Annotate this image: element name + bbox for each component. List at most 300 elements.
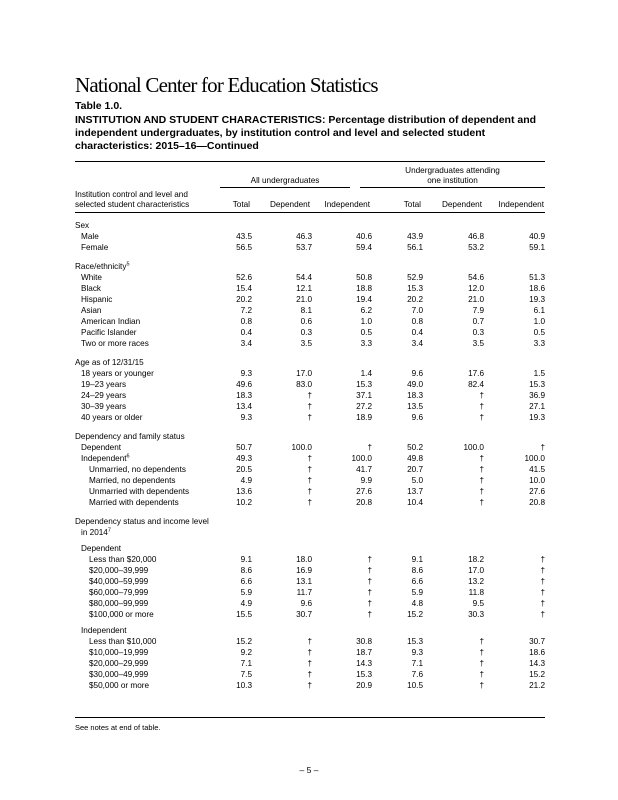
table-cell: 21.2: [529, 681, 545, 690]
table-cell: 18.2: [468, 555, 484, 564]
table-cell: 10.5: [407, 681, 423, 690]
table-cell: 51.3: [529, 273, 545, 282]
table-cell: 18.3: [236, 391, 252, 400]
table-cell: 7.9: [472, 306, 484, 315]
table-row: [75, 283, 545, 294]
table-cell: 52.6: [236, 273, 252, 282]
row-label-text: Dependent: [81, 443, 122, 452]
stub-header-line2: selected student characteristics: [75, 200, 190, 209]
row-label: [81, 368, 154, 379]
table-cell: 9.1: [411, 555, 423, 564]
stub-header: [75, 190, 189, 210]
table-cell: 52.9: [407, 273, 423, 282]
table-row: [75, 412, 545, 423]
table-row: [75, 453, 545, 464]
table-cell: 0.8: [240, 317, 252, 326]
row-label-text: $40,000–59,999: [89, 577, 149, 586]
row-label: [81, 379, 126, 390]
table-notes: See notes at end of table.: [75, 723, 161, 732]
table-cell: 36.9: [529, 391, 545, 400]
row-label-text: Unmarried with dependents: [89, 487, 190, 496]
table-cell: †: [307, 413, 312, 422]
row-label-text: 19–23 years: [81, 380, 127, 389]
table-cell: 15.2: [529, 670, 545, 679]
table-cell: 0.3: [300, 328, 312, 337]
row-label: [89, 464, 186, 475]
table-cell: 59.1: [529, 243, 545, 252]
table-cell: 4.8: [411, 599, 423, 608]
table-cell: 9.3: [240, 413, 252, 422]
row-label-text: Race/ethnicity: [75, 262, 127, 271]
table-cell: †: [479, 391, 484, 400]
table-cell: 30.3: [468, 610, 484, 619]
table-cell: 6.6: [411, 577, 423, 586]
table-cell: 7.1: [411, 659, 423, 668]
table-cell: 6.2: [360, 306, 372, 315]
table-cell: 17.0: [468, 566, 484, 575]
table-cell: †: [540, 443, 545, 452]
table-row: [75, 401, 545, 412]
table-cell: †: [307, 391, 312, 400]
table-cell: 10.3: [236, 681, 252, 690]
table-cell: 49.6: [236, 380, 252, 389]
table-cell: 21.0: [468, 295, 484, 304]
group2-header: [360, 166, 545, 186]
table-cell: †: [367, 599, 372, 608]
table-cell: 20.8: [356, 498, 372, 507]
table-cell: 49.8: [407, 454, 423, 463]
row-label-text: Dependency and family status: [75, 432, 185, 441]
table-cell: †: [307, 402, 312, 411]
table-cell: 15.3: [356, 670, 372, 679]
table-cell: 9.5: [472, 599, 484, 608]
table-cell: 40.9: [529, 232, 545, 241]
table-cell: 30.8: [356, 637, 372, 646]
table-cell: 20.8: [529, 498, 545, 507]
table-cell: †: [540, 555, 545, 564]
table-cell: †: [540, 599, 545, 608]
table-cell: 12.0: [468, 284, 484, 293]
row-label-text: $20,000–29,999: [89, 659, 149, 668]
table-row: [75, 576, 545, 587]
table-cell: 27.6: [529, 487, 545, 496]
table-cell: 3.5: [472, 339, 484, 348]
table-cell: 13.1: [296, 577, 312, 586]
table-cell: 46.3: [296, 232, 312, 241]
table-cell: 59.4: [356, 243, 372, 252]
table-cell: †: [540, 566, 545, 575]
table-row: [75, 658, 545, 669]
table-cell: 9.1: [240, 555, 252, 564]
row-label-text: 18 years or younger: [81, 369, 154, 378]
table-cell: 100.0: [524, 454, 545, 463]
row-label-text: Married with dependents: [89, 498, 179, 507]
row-label-text: $100,000 or more: [89, 610, 154, 619]
row-label: [81, 242, 108, 253]
table-cell: 3.5: [300, 339, 312, 348]
row-label: [81, 543, 121, 554]
table-body: [75, 220, 545, 691]
table-row: [75, 379, 545, 390]
table-cell: 8.1: [300, 306, 312, 315]
table-cell: †: [367, 555, 372, 564]
table-row: [75, 669, 545, 680]
table-cell: 41.5: [529, 465, 545, 474]
table-cell: 0.5: [360, 328, 372, 337]
table-cell: †: [479, 498, 484, 507]
table-cell: †: [479, 681, 484, 690]
row-label-text: 24–29 years: [81, 391, 127, 400]
table-cell: †: [479, 476, 484, 485]
row-label: [89, 565, 148, 576]
group1-underline: [220, 187, 350, 188]
table-cell: †: [367, 588, 372, 597]
col-header-total-one: Total: [403, 200, 421, 209]
table-cell: 50.8: [356, 273, 372, 282]
table-row: [75, 294, 545, 305]
table-cell: 9.3: [240, 369, 252, 378]
table-cell: 8.6: [240, 566, 252, 575]
table-cell: 0.5: [533, 328, 545, 337]
row-label: [89, 636, 156, 647]
table-cell: †: [367, 443, 372, 452]
table-cell: 54.4: [296, 273, 312, 282]
table-cell: 7.6: [411, 670, 423, 679]
table-cell: 19.4: [356, 295, 372, 304]
table-row: [75, 554, 545, 565]
table-cell: †: [479, 670, 484, 679]
table-cell: 15.2: [236, 637, 252, 646]
table-cell: 9.6: [411, 413, 423, 422]
table-row: [75, 565, 545, 576]
table-cell: 1.0: [360, 317, 372, 326]
table-cell: 83.0: [296, 380, 312, 389]
table-cell: 41.7: [356, 465, 372, 474]
table-cell: 13.7: [407, 487, 423, 496]
header-top-rule: [75, 161, 545, 162]
table-cell: 13.2: [468, 577, 484, 586]
table-row: [75, 327, 545, 338]
col-header-independent-all: Independent: [324, 200, 370, 209]
row-label: [75, 261, 130, 272]
table-cell: †: [479, 402, 484, 411]
table-cell: 18.6: [529, 284, 545, 293]
footnote-marker: 5: [126, 261, 130, 268]
table-cell: †: [307, 637, 312, 646]
table-row: [75, 305, 545, 316]
table-cell: 17.6: [468, 369, 484, 378]
table-cell: †: [479, 454, 484, 463]
table-cell: 18.6: [529, 648, 545, 657]
table-cell: 10.2: [236, 498, 252, 507]
table-row: [75, 680, 545, 691]
table-section-label: [75, 261, 545, 272]
table-cell: 9.6: [300, 599, 312, 608]
table-cell: †: [307, 659, 312, 668]
row-label-text: $20,000–39,999: [89, 566, 149, 575]
row-label-text: 40 years or older: [81, 413, 143, 422]
table-cell: 82.4: [468, 380, 484, 389]
table-cell: 100.0: [351, 454, 372, 463]
table-cell: 3.3: [360, 339, 372, 348]
table-cell: 9.2: [240, 648, 252, 657]
row-label-text: Dependent: [81, 544, 122, 553]
row-label: [81, 305, 101, 316]
table-row: [75, 272, 545, 283]
table-cell: 18.3: [407, 391, 423, 400]
row-label-text: Black: [81, 284, 102, 293]
row-label: [75, 431, 185, 442]
table-cell: 0.6: [300, 317, 312, 326]
row-label-text: Independent: [81, 454, 127, 463]
table-cell: 0.4: [411, 328, 423, 337]
row-label: [89, 486, 189, 497]
table-row: [75, 390, 545, 401]
table-cell: 18.9: [356, 413, 372, 422]
table-cell: †: [307, 465, 312, 474]
footnote-marker: 7: [107, 527, 111, 534]
table-cell: 30.7: [529, 637, 545, 646]
row-label-text: $50,000 or more: [89, 681, 150, 690]
table-row: [75, 464, 545, 475]
nces-logo: National Center for Education Statistics: [75, 73, 378, 97]
table-cell: 5.9: [240, 588, 252, 597]
table-title: INSTITUTION AND STUDENT CHARACTERISTICS: Percentage distribution of dependent and independent undergraduates, by institution control and level and selected student characteristics: 2015–16—Continued: [75, 114, 537, 152]
row-label: [89, 669, 148, 680]
row-label: [81, 453, 130, 464]
row-label-text: Female: [81, 243, 109, 252]
table-cell: 21.0: [296, 295, 312, 304]
table-cell: 3.3: [533, 339, 545, 348]
row-label: [89, 497, 179, 508]
row-label: [81, 294, 112, 305]
table-cell: †: [307, 648, 312, 657]
row-label-text: Pacific Islander: [81, 328, 137, 337]
table-cell: 7.5: [240, 670, 252, 679]
row-label-text: Married, no dependents: [89, 476, 176, 485]
row-label: [89, 576, 148, 587]
row-label: [81, 412, 142, 423]
row-label: [89, 587, 148, 598]
page-number: – 5 –: [299, 765, 319, 775]
table-cell: †: [307, 454, 312, 463]
row-label-text: Male: [81, 232, 99, 241]
table-cell: 7.1: [240, 659, 252, 668]
row-label-text: Less than $10,000: [89, 637, 157, 646]
table-cell: 27.2: [356, 402, 372, 411]
row-label: [75, 357, 144, 368]
table-row: [75, 587, 545, 598]
table-row: [75, 242, 545, 253]
group2-header-line2: one institution: [427, 176, 478, 185]
table-cell: †: [479, 648, 484, 657]
table-cell: 19.3: [529, 295, 545, 304]
table-cell: 8.6: [411, 566, 423, 575]
col-header-total-all: Total: [232, 200, 250, 209]
table-cell: 27.1: [529, 402, 545, 411]
table-cell: 18.8: [356, 284, 372, 293]
table-row: [75, 368, 545, 379]
table-cell: 12.1: [296, 284, 312, 293]
table-cell: 20.2: [236, 295, 252, 304]
table-cell: 10.0: [529, 476, 545, 485]
table-cell: 0.3: [472, 328, 484, 337]
table-cell: 15.3: [529, 380, 545, 389]
row-label: [81, 390, 126, 401]
table-cell: 19.3: [529, 413, 545, 422]
group2-header-line1: Undergraduates attending: [405, 166, 500, 175]
table-cell: †: [307, 670, 312, 679]
table-section-label: [75, 543, 545, 554]
table-row: [75, 497, 545, 508]
table-cell: 0.7: [472, 317, 484, 326]
row-label: [81, 401, 126, 412]
row-label-text: Unmarried, no dependents: [89, 465, 186, 474]
table-cell: 15.4: [236, 284, 252, 293]
row-label: [89, 609, 154, 620]
table-cell: 40.6: [356, 232, 372, 241]
table-section-label: [75, 220, 545, 231]
table-cell: †: [479, 487, 484, 496]
row-label-text: Two or more races: [81, 339, 149, 348]
table-cell: 13.5: [407, 402, 423, 411]
row-label: [81, 442, 121, 453]
table-cell: 3.4: [240, 339, 252, 348]
table-section-label: [75, 357, 545, 368]
table-cell: 5.9: [411, 588, 423, 597]
table-cell: †: [540, 577, 545, 586]
table-cell: †: [479, 465, 484, 474]
table-cell: †: [479, 413, 484, 422]
table-cell: 11.8: [468, 588, 484, 597]
table-section-label: [75, 516, 545, 527]
table-cell: †: [307, 476, 312, 485]
table-cell: 49.3: [236, 454, 252, 463]
row-label: [89, 647, 148, 658]
table-row: [75, 486, 545, 497]
table-cell: 56.1: [407, 243, 423, 252]
table-row: [75, 598, 545, 609]
table-cell: †: [307, 487, 312, 496]
row-label-text: White: [81, 273, 102, 282]
table-cell: 50.7: [236, 443, 252, 452]
table-section-label: [75, 527, 545, 538]
table-cell: 15.3: [407, 637, 423, 646]
row-label: [81, 338, 149, 349]
table-row: [75, 647, 545, 658]
row-label: [89, 680, 149, 691]
row-label: [89, 658, 148, 669]
table-cell: 20.5: [236, 465, 252, 474]
group1-header: All undergraduates: [250, 176, 320, 185]
row-label-text: Hispanic: [81, 295, 113, 304]
table-cell: 9.3: [411, 648, 423, 657]
row-label-text: Dependency status and income level: [75, 517, 209, 526]
table-cell: 7.0: [411, 306, 423, 315]
row-label: [75, 220, 89, 231]
table-cell: 27.6: [356, 487, 372, 496]
table-cell: †: [367, 566, 372, 575]
table-section-label: [75, 431, 545, 442]
table-cell: 3.4: [411, 339, 423, 348]
row-label: [81, 625, 127, 636]
table-row: [75, 231, 545, 242]
table-bottom-rule: [75, 717, 545, 718]
table-cell: †: [367, 610, 372, 619]
table-cell: 4.9: [240, 476, 252, 485]
table-cell: 100.0: [291, 443, 312, 452]
table-cell: 9.9: [360, 476, 372, 485]
table-cell: 9.6: [411, 369, 423, 378]
table-cell: 43.9: [407, 232, 423, 241]
col-header-dependent-all: Dependent: [269, 200, 310, 209]
table-cell: †: [367, 577, 372, 586]
table-cell: †: [540, 588, 545, 597]
row-label-text: $60,000–79,999: [89, 588, 149, 597]
table-title-block: [75, 100, 545, 153]
col-header-dependent-one: Dependent: [441, 200, 482, 209]
table-cell: 54.6: [468, 273, 484, 282]
table-cell: 53.2: [468, 243, 484, 252]
col-header-independent-one: Independent: [498, 200, 544, 209]
table-cell: 15.3: [407, 284, 423, 293]
row-label: [75, 516, 209, 527]
row-label-text: Sex: [75, 221, 90, 230]
row-label-text: $80,000–99,999: [89, 599, 149, 608]
table-cell: 5.0: [411, 476, 423, 485]
table-cell: 15.3: [356, 380, 372, 389]
table-cell: 0.4: [240, 328, 252, 337]
table-cell: 1.4: [360, 369, 372, 378]
row-label: [81, 327, 137, 338]
table-cell: 16.9: [296, 566, 312, 575]
row-label-text: $30,000–49,999: [89, 670, 149, 679]
table-cell: 11.7: [296, 588, 312, 597]
table-cell: 53.7: [296, 243, 312, 252]
row-label: [89, 554, 156, 565]
table-cell: 13.4: [236, 402, 252, 411]
table-cell: 17.0: [296, 369, 312, 378]
table-cell: 20.9: [356, 681, 372, 690]
table-row: [75, 338, 545, 349]
group2-underline: [360, 187, 545, 188]
row-label-text: Age as of 12/31/15: [75, 358, 144, 367]
table-cell: 18.0: [296, 555, 312, 564]
table-cell: 50.2: [407, 443, 423, 452]
row-label: [89, 598, 148, 609]
footnote-marker: 6: [126, 453, 130, 460]
row-label-text: American Indian: [81, 317, 141, 326]
table-cell: 100.0: [463, 443, 484, 452]
table-row: [75, 475, 545, 486]
table-cell: 1.5: [533, 369, 545, 378]
table-cell: 14.3: [356, 659, 372, 668]
table-cell: †: [307, 681, 312, 690]
table-cell: 46.8: [468, 232, 484, 241]
row-label-text: Independent: [81, 626, 127, 635]
table-cell: 30.7: [296, 610, 312, 619]
table-cell: 10.4: [407, 498, 423, 507]
row-label-text: $10,000–19,999: [89, 648, 149, 657]
table-section-label: [75, 625, 545, 636]
table-cell: 18.7: [356, 648, 372, 657]
row-label: [81, 527, 111, 538]
table-cell: †: [479, 659, 484, 668]
row-label-text: 30–39 years: [81, 402, 127, 411]
row-label: [81, 283, 101, 294]
table-row: [75, 609, 545, 620]
table-row: [75, 442, 545, 453]
